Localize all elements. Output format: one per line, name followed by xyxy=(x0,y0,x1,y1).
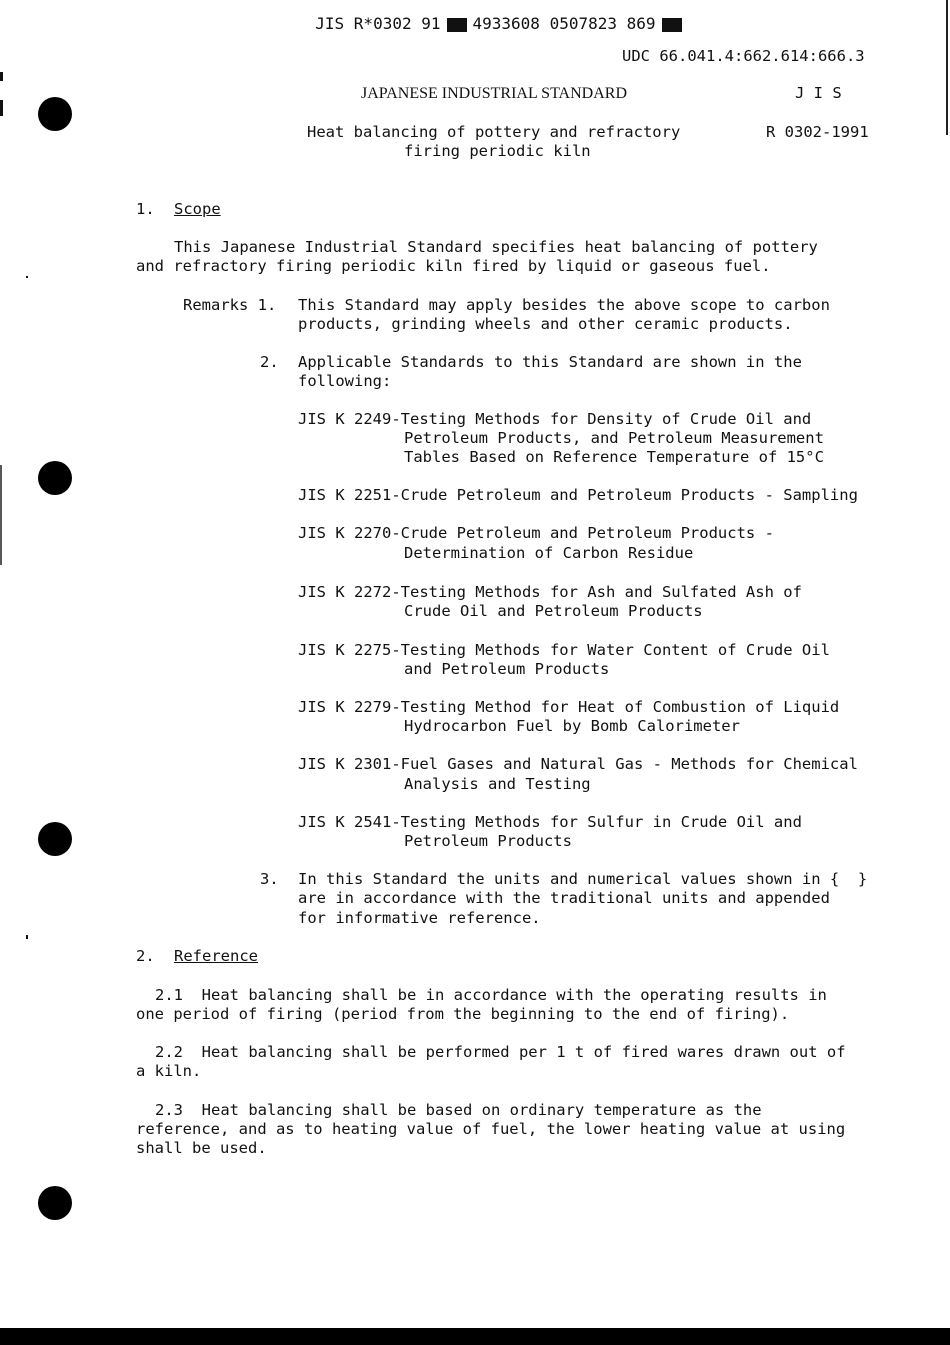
section-number: 1. xyxy=(136,200,155,218)
punch-hole-2 xyxy=(38,461,72,495)
scope-paragraph-line2: and refractory firing periodic kiln fired by liquid or gaseous fuel. xyxy=(136,257,771,275)
standard-number: R 0302-1991 xyxy=(766,123,869,141)
standard-ref-line: JIS K 2301-Fuel Gases and Natural Gas - Methods for Chemical xyxy=(298,755,858,773)
standard-ref-line: Tables Based on Reference Temperature of 15°C xyxy=(404,448,824,466)
scan-mark xyxy=(0,100,3,116)
punch-hole-4 xyxy=(38,1186,72,1220)
scan-mark xyxy=(0,465,2,565)
standard-ref-line: Hydrocarbon Fuel by Bomb Calorimeter xyxy=(404,717,740,735)
clause-2-3-line2: reference, and as to heating value of fuel, the lower heating value at using xyxy=(136,1120,846,1138)
clause-2-1-line2: one period of firing (period from the beginning to the end of firing). xyxy=(136,1005,790,1023)
standard-ref-line: JIS K 2270-Crude Petroleum and Petroleum Products - xyxy=(298,524,774,542)
standard-type: JAPANESE INDUSTRIAL STANDARD xyxy=(361,85,627,102)
remark1-line2: products, grinding wheels and other ceramic products. xyxy=(298,315,793,333)
document-title-line2: firing periodic kiln xyxy=(404,142,591,160)
remark2-line1: Applicable Standards to this Standard are shown in the xyxy=(298,353,802,371)
block-mark xyxy=(447,18,467,32)
document-title-line1: Heat balancing of pottery and refractory xyxy=(307,123,681,141)
remark3-line3: for informative reference. xyxy=(298,909,541,927)
scan-header-part2: 4933608 0507823 869 xyxy=(472,14,656,33)
scan-mark xyxy=(0,72,3,81)
standard-ref-line: Determination of Carbon Residue xyxy=(404,544,694,562)
clause-2-3-line3: shall be used. xyxy=(136,1139,267,1157)
clause-2-3-line1: 2.3 Heat balancing shall be based on ordinary temperature as the xyxy=(155,1101,762,1119)
scan-mark xyxy=(26,276,28,278)
punch-hole-1 xyxy=(38,97,72,131)
section-number: 2. xyxy=(136,947,155,965)
remark3-number: 3. xyxy=(260,870,279,888)
standard-ref-line: and Petroleum Products xyxy=(404,660,610,678)
clause-2-2-line2: a kiln. xyxy=(136,1062,202,1080)
remark2-number: 2. xyxy=(260,353,279,371)
standard-ref-line: Analysis and Testing xyxy=(404,775,591,793)
standard-ref-line: JIS K 2541-Testing Methods for Sulfur in Crude Oil and xyxy=(298,813,802,831)
punch-hole-3 xyxy=(38,822,72,856)
remarks-label: Remarks 1. xyxy=(183,296,277,314)
remark1-line1: This Standard may apply besides the above scope to carbon xyxy=(298,296,830,314)
remark2-line2: following: xyxy=(298,372,392,390)
jis-mark: J I S xyxy=(795,84,842,102)
block-mark xyxy=(662,18,682,32)
clause-2-2-line1: 2.2 Heat balancing shall be performed per 1 t of fired wares drawn out of xyxy=(155,1043,846,1061)
standard-ref-line: JIS K 2251-Crude Petroleum and Petroleum Products - Sampling xyxy=(298,486,858,504)
standard-ref-line: Petroleum Products, and Petroleum Measurement xyxy=(404,429,824,447)
standard-ref-line: JIS K 2279-Testing Method for Heat of Combustion of Liquid xyxy=(298,698,840,716)
scan-bottom-edge xyxy=(0,1328,950,1345)
standard-ref-line: Crude Oil and Petroleum Products xyxy=(404,602,703,620)
scope-paragraph-line1: This Japanese Industrial Standard specifies heat balancing of pottery xyxy=(174,238,818,256)
page-edge xyxy=(946,0,948,135)
scan-header xyxy=(296,0,688,33)
scan-mark xyxy=(26,935,28,939)
section-heading-reference: Reference xyxy=(174,947,258,965)
scan-header-part1: JIS R*0302 91 xyxy=(315,14,441,33)
standard-ref-line: Petroleum Products xyxy=(404,832,572,850)
standard-ref-line: JIS K 2272-Testing Methods for Ash and Sulfated Ash of xyxy=(298,583,802,601)
remark3-line1: In this Standard the units and numerical values shown in { } xyxy=(298,870,868,888)
standard-ref-line: JIS K 2275-Testing Methods for Water Content of Crude Oil xyxy=(298,641,830,659)
section-heading-scope: Scope xyxy=(174,200,221,218)
remark3-line2: are in accordance with the traditional units and appended xyxy=(298,889,830,907)
udc-code: UDC 66.041.4:662.614:666.3 xyxy=(622,47,865,65)
standard-ref-line: JIS K 2249-Testing Methods for Density of Crude Oil and xyxy=(298,410,812,428)
clause-2-1-line1: 2.1 Heat balancing shall be in accordance with the operating results in xyxy=(155,986,827,1004)
